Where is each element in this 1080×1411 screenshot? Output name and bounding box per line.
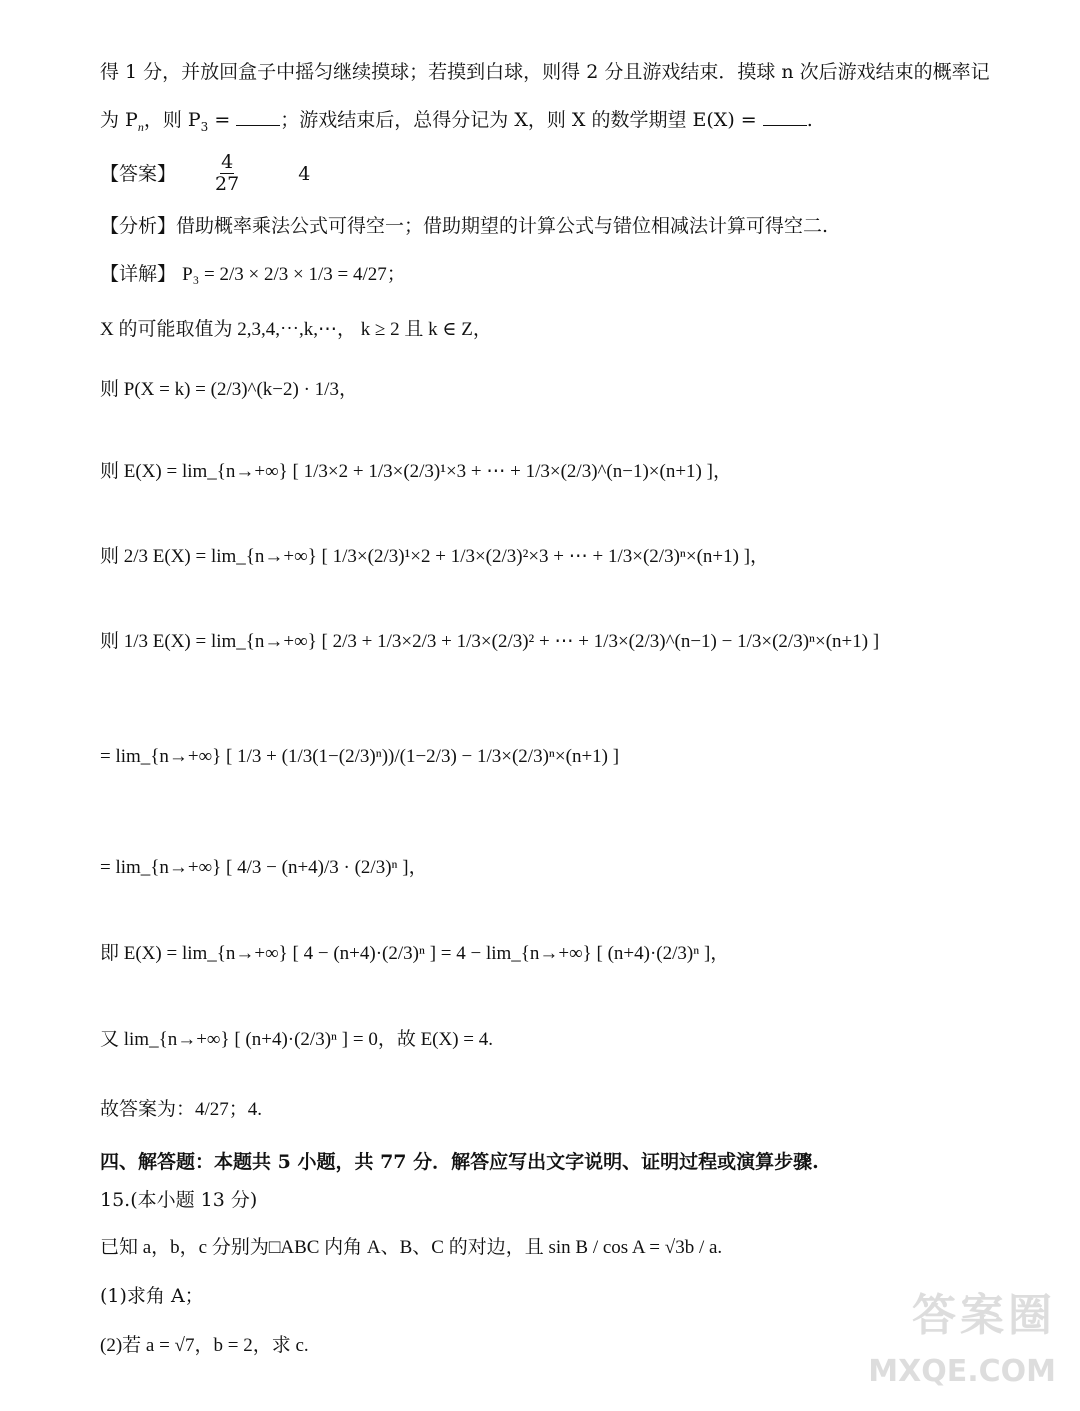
question-15-part-1: (1)求角 A； (100, 1285, 204, 1307)
expectation-2-3-line: 则 2/3 E(X) = lim_{n→+∞} [ 1/3×(2/3)¹×2 + 1/3×(2/3)²×3 + ⋯ + 1/3×(2/3)ⁿ×(n+1) ]， (100, 546, 770, 567)
pmf-line: 则 P(X = k) = (2/3)^(k−2) · 1/3， (100, 379, 358, 400)
answer-blank-2 (763, 109, 807, 126)
answer-line (100, 152, 310, 195)
text-line-2: 为 $P_n$，则 $P_3$ = ；游戏结束后，总得分记为 X，则 X 的数学期望 E(X) = . (100, 109, 813, 134)
text-fragment: = (208, 109, 237, 131)
detail-label: 【详解】 (100, 263, 177, 285)
answer-label: 【答案】 (100, 162, 177, 185)
watermark-logo (868, 1279, 1056, 1389)
sum-line: = lim_{n→+∞} [ 1/3 + (1/3(1−(2/3)ⁿ))/(1−2/3) − 1/3×(2/3)ⁿ×(n+1) ] (100, 746, 620, 767)
answer-2: 4 (298, 162, 311, 185)
text-fragment: . (806, 109, 813, 131)
values-line: X 的可能取值为 2,3,4,⋯,k,⋯， k ≥ 2 且 k ∈ Z， (100, 319, 492, 340)
watermark-logo-text: 答案圈 (912, 1290, 1056, 1341)
ji-line: 即 E(X) = lim_{n→+∞} [ 4 − (n+4)·(2/3)ⁿ ] = 4 − lim_{n→+∞} [ (n+4)·(2/3)ⁿ ]， (100, 943, 730, 964)
frac-num: 4 (221, 151, 234, 173)
frac-den: 27 (215, 173, 240, 195)
detail-expression: P₃ = 2/3 × 2/3 × 1/3 = 4/27； (182, 264, 406, 285)
limit-zero-line: 又 lim_{n→+∞} [ (n+4)·(2/3)ⁿ ] = 0，故 E(X) = 4. (100, 1029, 494, 1050)
text-fragment: ，则 P (143, 109, 201, 131)
text-fragment: ；游戏结束后，总得分记为 X，则 X 的数学期望 E(X) = (280, 109, 763, 131)
simplified-line: = lim_{n→+∞} [ 4/3 − (n+4)/3 · (2/3)ⁿ ]， (100, 857, 428, 878)
expectation-1-3-line: 则 1/3 E(X) = lim_{n→+∞} [ 2/3 + 1/3×2/3 + 1/3×(2/3)² + ⋯ + 1/3×(2/3)^(n−1) − 1/3×(2/3)ⁿ×(n+1) ] (100, 631, 880, 652)
text-fragment: 为 P (100, 109, 138, 131)
analysis-line: 【分析】借助概率乘法公式可得空一；借助期望的计算公式与错位相减法计算可得空二. (100, 215, 829, 237)
expectation-line: 则 E(X) = lim_{n→+∞} [ 1/3×2 + 1/3×(2/3)¹×3 + ⋯ + 1/3×(2/3)^(n−1)×(n+1) ]， (100, 461, 732, 482)
watermark-url: MXQE.COM (868, 1354, 1056, 1389)
answer-blank-1 (236, 109, 280, 126)
question-15-part-2: (2)若 a = √7，b = 2，求 c. (100, 1335, 309, 1356)
text-line-1: 得 1 分，并放回盒子中摇匀继续摸球；若摸到白球，则得 2 分且游戏结束．摸球 n 次后游戏结束的概率记 (100, 61, 990, 83)
question-15-title: 15.(本小题 13 分) (100, 1189, 258, 1211)
answer-fraction (214, 152, 240, 195)
final-answer-line: 故答案为：4/27；4. (100, 1099, 263, 1120)
detail-line (100, 262, 406, 287)
section-heading: 四、解答题：本题共 5 小题，共 77 分．解答应写出文字说明、证明过程或演算步骤. (100, 1151, 819, 1173)
question-15-text: 已知 a，b，c 分别为□ABC 内角 A、B、C 的对边，且 sin B / cos A = √3b / a. (100, 1237, 723, 1258)
